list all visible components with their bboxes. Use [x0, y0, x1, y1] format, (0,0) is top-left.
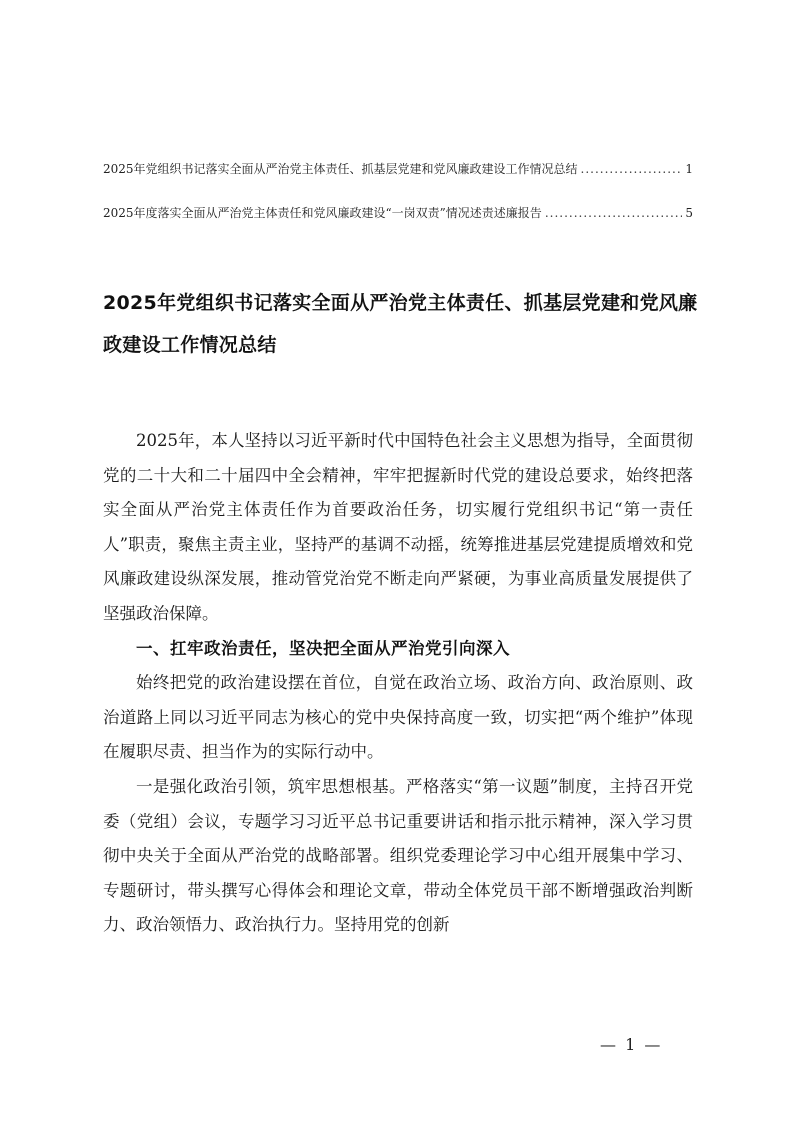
toc-entry-2[interactable]	[103, 204, 693, 224]
intro-paragraph: 2025年，本人坚持以习近平新时代中国特色社会主义思想为指导，全面贯彻党的二十大和二十届四中全会精神，牢牢把握新时代党的建设总要求，始终把落实全面从严治党主体责任作为首要政治任务，切实履行党组织书记“第一责任人”职责，聚焦主责主业，坚持严的基调不动摇，统筹推进基层党建提质增效和党风廉政建设纵深发展，推动管党治党不断走向严紧硬，为事业高质量发展提供了坚强政治保障。	[103, 431, 693, 623]
toc-entry-title: 2025年党组织书记落实全面从严治党主体责任、抓基层党建和党风廉政建设工作情况总结	[103, 162, 578, 176]
toc-leader-dots	[545, 204, 683, 222]
section-1-paragraph-1: 始终把党的政治建设摆在首位，自觉在政治立场、政治方向、政治原则、政治道路上同以习近平同志为核心的党中央保持高度一致，切实把“两个维护”体现在履职尽责、担当作为的实际行动中。	[103, 673, 693, 762]
toc-entry-page: 5	[685, 206, 693, 220]
document-body	[103, 424, 693, 943]
document-title: 2025年党组织书记落实全面从严治党主体责任、抓基层党建和党风廉政建设工作情况总结	[103, 292, 698, 356]
section-1-paragraph-2: 一是强化政治引领，筑牢思想根基。严格落实“第一议题”制度，主持召开党委（党组）会议，专题学习习近平总书记重要讲话和指示批示精神，深入学习贯彻中央关于全面从严治党的战略部署。组织党委理论学习中心组开展集中学习、专题研讨，带头撰写心得体会和理论文章，带动全体党员干部不断增强政治判断力、政治领悟力、政治执行力。坚持用党的创新	[103, 776, 693, 935]
toc-entry-title: 2025年度落实全面从严治党主体责任和党风廉政建设“一岗双责”情况述责述廉报告	[103, 206, 542, 220]
toc-entry-page: 1	[685, 162, 693, 176]
toc-leader-dots	[581, 160, 683, 178]
page-number: — 1 —	[600, 1035, 663, 1054]
section-1-heading: 一、扛牢政治责任，坚决把全面从严治党引向深入	[136, 638, 510, 658]
toc-entry-1[interactable]	[103, 160, 693, 180]
table-of-contents	[103, 160, 693, 248]
